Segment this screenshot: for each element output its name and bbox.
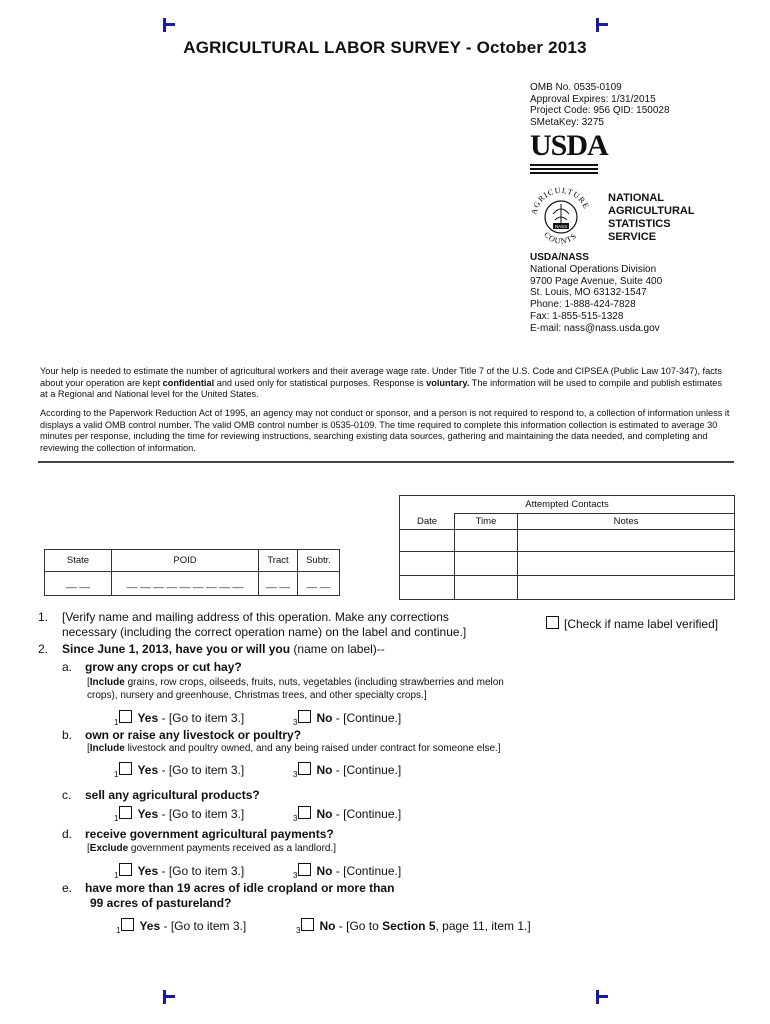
inst-keyword: Exclude [89,843,129,854]
seal-top-text: AGRICULTURE [529,186,592,216]
contact-time-cell[interactable] [455,552,518,576]
name-label-verified-check[interactable] [546,616,718,632]
section-5-reference: Section 5 [382,919,436,933]
item-e-no-checkbox[interactable] [301,918,314,931]
id-col-tract: Tract [259,550,298,572]
inst-text: livestock and poultry owned, and any being raised under contract for someone else.] [124,743,501,754]
approval-expires: Approval Expires: 1/31/2015 [530,93,656,105]
item-c-letter: c. [62,788,72,802]
usda-logo-rules [530,164,598,174]
item-b-yes-option[interactable] [114,762,244,782]
item-a-no-checkbox[interactable] [298,710,311,723]
item-e-question-line2: 99 acres of pastureland? [90,896,232,910]
section-divider [38,461,734,463]
paperwork-act-paragraph: According to the Paperwork Reduction Act of 1995, an agency may not conduct or sponsor, and a person is not required to respond to, a collection of information unless it displays a valid OMB control number. The valid OMB control number is 0535-0109. The time required to complete this information collection is estimated to average 30 minutes per response, including the time for reviewing instructions, searching existing data sources, gathering and maintaining the data needed, and completing and reviewing the collection of information. [40,408,730,453]
item-e-yes-option[interactable] [116,918,246,938]
contact-date-cell[interactable] [400,552,455,576]
contact-date-cell[interactable] [400,530,455,552]
agency-address [530,252,662,335]
item-d-letter: d. [62,827,73,841]
no-instruction-end: , page 11, item 1.] [435,919,531,933]
nass-seal-logo [528,186,594,248]
intro-text: Your help is needed to estimate the number of agricultural workers and their average wage rate. Under Title 7 of the U.S. Code and CIPSEA (Public Law 107-347), facts about your operation are kept [40,366,722,388]
intro-voluntary: voluntary. [426,377,470,388]
item-c-question: sell any agricultural products? [85,788,260,802]
attempted-contacts-table [399,495,735,600]
intro-text: The information will be used to compile and publish estimates at a Regional and National level for the United States. [40,377,722,400]
q2-rest-text: (name on label)-- [290,642,385,656]
agency-name [608,192,695,244]
inst-text: grains, row crops, oilseeds, fruits, nuts, vegetables (including strawberries and melon crops), nursery and greenhouse, Christmas trees, and other specialty crops.] [87,677,504,701]
item-d-no-option[interactable] [293,863,401,883]
q2-bold-text: Since June 1, 2013, have you or will you [62,642,291,656]
no-label: No [319,919,336,933]
item-a-question: grow any crops or cut hay? [85,660,242,674]
code-number: 1 [114,871,119,880]
address-heading: USDA/NASS [530,252,589,263]
tract-field[interactable]: __ __ [259,572,298,596]
code-number: 3 [293,814,298,823]
item-c-yes-option[interactable] [114,806,244,826]
contact-date-cell[interactable] [400,576,455,600]
code-number: 3 [293,770,298,779]
agency-line: NATIONAL [608,192,665,204]
fax: Fax: 1-855-515-1328 [530,310,624,322]
omb-info [530,82,670,128]
no-instruction: - [Continue.] [332,763,402,777]
item-a-yes-option[interactable] [114,710,244,730]
no-instruction: - [Go to [335,919,383,933]
q2-text [62,642,385,657]
item-b-letter: b. [62,728,73,742]
agency-line: STATISTICS [608,218,671,230]
omb-number: OMB No. 0535-0109 [530,82,622,93]
no-label: No [316,864,333,878]
no-label: No [316,711,333,725]
agency-line: AGRICULTURAL [608,205,695,217]
item-b-instruction: [Include livestock and poultry owned, and any being raised under contract for someone else.] [87,743,501,754]
item-e-no-option[interactable] [296,918,531,938]
item-a-letter: a. [62,660,73,674]
page-title: AGRICULTURAL LABOR SURVEY - October 2013 [183,38,587,57]
code-number: 1 [116,926,121,935]
yes-instruction: - [Go to item 3.] [160,919,247,933]
contacts-col-date: Date [400,514,455,530]
item-a-yes-checkbox[interactable] [119,710,132,723]
item-e-letter: e. [62,881,73,895]
registration-mark-bottom-right [596,990,610,1004]
address-line: 9700 Page Avenue, Suite 400 [530,275,663,287]
contact-time-cell[interactable] [455,530,518,552]
seal-center-text: NASS [554,223,568,229]
item-b-yes-checkbox[interactable] [119,762,132,775]
item-b-no-option[interactable] [293,762,401,782]
registration-mark-bottom-left [163,990,177,1004]
code-number: 3 [296,926,301,935]
code-number: 3 [293,871,298,880]
intro-confidential: confidential [162,377,215,388]
q2-number: 2. [38,642,49,656]
id-col-poid: POID [112,550,259,572]
yes-instruction: - [Go to item 3.] [158,763,245,777]
seal-bottom-text: COUNTS [542,230,579,246]
phone: Phone: 1-888-424-7828 [530,299,636,311]
contact-time-cell[interactable] [455,576,518,600]
subtr-field[interactable]: __ __ [298,572,340,596]
usda-logo: USDA [530,129,608,162]
contact-notes-cell[interactable] [518,530,735,552]
contact-notes-cell[interactable] [518,552,735,576]
state-field[interactable]: __ __ [45,572,112,596]
item-d-question: receive government agricultural payments? [85,827,334,841]
no-label: No [316,763,333,777]
contacts-heading: Attempted Contacts [400,496,735,514]
poid-field[interactable]: __ __ __ __ __ __ __ __ __ [112,572,259,596]
item-c-no-option[interactable] [293,806,401,826]
yes-label: Yes [137,864,159,878]
yes-instruction: - [Go to item 3.] [158,807,245,821]
operation-id-table [44,549,340,596]
contacts-col-notes: Notes [518,514,735,530]
registration-mark-top-right [596,18,610,32]
address-line: St. Louis, MO 63132-1547 [530,287,647,299]
q1-text-line1: [Verify name and mailing address of this operation. Make any corrections [62,610,449,624]
item-d-yes-option[interactable] [114,863,244,883]
name-label-verified-label: [Check if name label verified] [564,617,719,631]
item-a-no-option[interactable] [293,710,401,730]
agency-line: SERVICE [608,231,657,243]
inst-keyword: Include [89,677,125,688]
code-number: 3 [293,718,298,727]
no-instruction: - [Continue.] [332,711,402,725]
item-d-instruction: [Exclude government payments received as a landlord.] [87,843,337,854]
no-instruction: - [Continue.] [332,864,402,878]
yes-instruction: - [Go to item 3.] [158,864,245,878]
registration-mark-top-left [163,18,177,32]
item-d-yes-checkbox[interactable] [119,863,132,876]
item-c-no-checkbox[interactable] [298,806,311,819]
yes-label: Yes [139,919,161,933]
project-code: Project Code: 956 QID: 150028 [530,105,670,116]
yes-label: Yes [137,763,159,777]
email: E-mail: nass@nass.usda.gov [530,322,660,334]
q1-number: 1. [38,610,49,624]
no-label: No [316,807,333,821]
code-number: 1 [114,814,119,823]
intro-text: and used only for statistical purposes. Response is [214,377,427,388]
q1-text-line2: necessary (including the correct operation name) on the label and continue.] [62,625,467,639]
item-e-yes-checkbox[interactable] [121,918,134,931]
inst-text: government payments received as a landlord.] [128,843,337,854]
code-number: 1 [114,718,119,727]
yes-instruction: - [Go to item 3.] [158,711,245,725]
id-col-subtr: Subtr. [298,550,340,572]
contact-notes-cell[interactable] [518,576,735,600]
item-b-no-checkbox[interactable] [298,762,311,775]
name-label-verified-checkbox[interactable] [546,616,559,629]
yes-label: Yes [137,807,159,821]
no-instruction: - [Continue.] [332,807,402,821]
intro-paragraph [40,366,730,401]
contacts-col-time: Time [455,514,518,530]
item-e-question-line1: have more than 19 acres of idle cropland or more than [85,881,395,895]
address-line: National Operations Division [530,263,657,275]
item-c-yes-checkbox[interactable] [119,806,132,819]
item-b-question: own or raise any livestock or poultry? [85,728,302,742]
id-col-state: State [45,550,112,572]
item-a-instruction: [Include grains, row crops, oilseeds, fruits, nuts, vegetables (including strawberries and melon crops), nursery and greenhouse, Christmas trees, and other specialty crops.] [87,677,504,701]
item-d-no-checkbox[interactable] [298,863,311,876]
code-number: 1 [114,770,119,779]
inst-keyword: Include [89,743,125,754]
yes-label: Yes [137,711,159,725]
smetakey: SMetaKey: 3275 [530,116,604,128]
